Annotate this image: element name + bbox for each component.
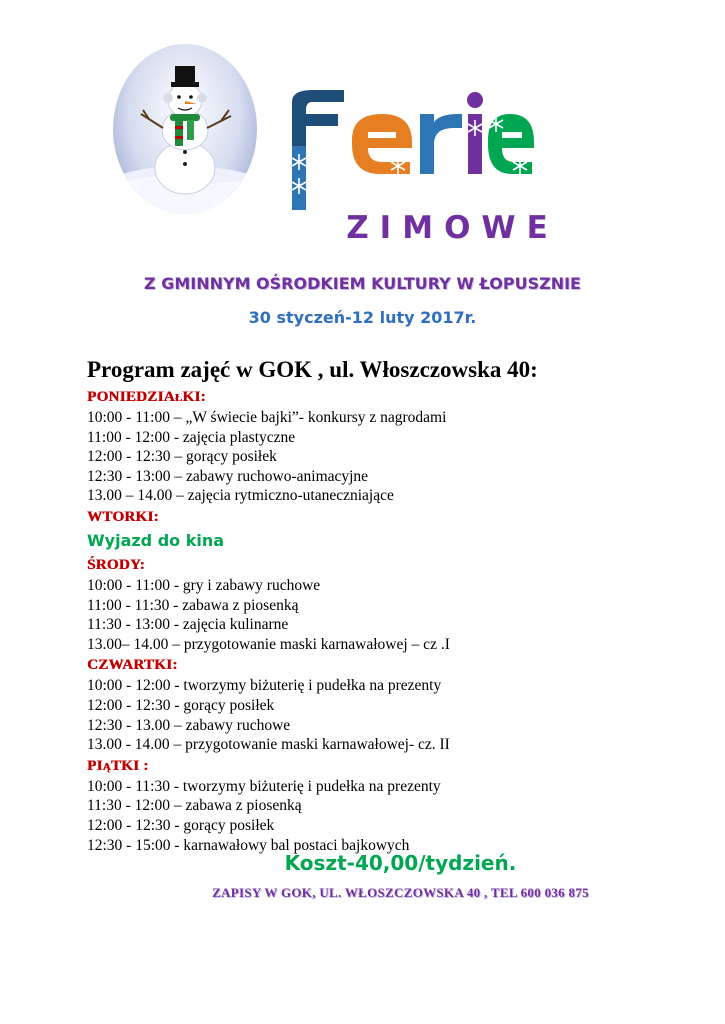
schedule-line: 13.00 - 14.00 – przygotowanie maski karnawałowej- cz. II bbox=[87, 736, 450, 754]
ferie-logo bbox=[282, 82, 537, 214]
schedule-line: 10:00 - 11:30 - tworzymy biżuterię i pudełka na prezenty bbox=[87, 777, 441, 795]
letter-f bbox=[292, 90, 344, 210]
schedule-line: 11:00 - 11:30 - zabawa z piosenką bbox=[87, 596, 299, 614]
schedule-line: 13.00– 14.00 – przygotowanie maski karnawałowej – cz .I bbox=[87, 635, 450, 653]
day-tuesday: WTORKI: bbox=[87, 508, 159, 525]
tuesday-note: Wyjazd do kina bbox=[87, 530, 225, 550]
day-wednesday: ŚRODY: bbox=[87, 556, 145, 573]
program-heading: Program zajęć w GOK , ul. Włoszczowska 40: bbox=[87, 357, 538, 382]
letter-r bbox=[420, 114, 462, 174]
schedule-line: 13.00 – 14.00 – zajęcia rytmiczno-utaneczniające bbox=[87, 487, 394, 505]
schedule-line: 12:00 - 12:30 - gorący posiłek bbox=[87, 696, 275, 714]
schedule-line: 11:30 - 13:00 - zajęcia kulinarne bbox=[87, 616, 289, 634]
snowman-illustration bbox=[113, 44, 257, 214]
schedule-line: 12:30 - 13.00 – zabawy ruchowe bbox=[87, 716, 291, 734]
day-thursday: CZWARTKI: bbox=[87, 657, 178, 674]
schedule-line: 10:00 - 11:00 - gry i zabawy ruchowe bbox=[87, 576, 321, 594]
program-section bbox=[87, 354, 687, 855]
schedule-line: 12:30 - 15:00 - karnawałowy bal postaci bajkowych bbox=[87, 836, 410, 854]
schedule-line: 12:00 - 12:30 - gorący posiłek bbox=[87, 816, 275, 834]
signup-info: ZAPISY W GOK, UL. WŁOSZCZOWSKA 40 , TEL 600 036 875 bbox=[212, 885, 589, 900]
schedule-line: 10:00 - 11:00 – „W świecie bajki”- konkursy z nagrodami bbox=[87, 409, 447, 426]
cost-info: Koszt-40,00/tydzień. bbox=[284, 851, 517, 875]
schedule-line: 11:30 - 12:00 – zabawa z piosenką bbox=[87, 797, 302, 815]
schedule-line: 11:00 - 12:00 - zajęcia plastyczne bbox=[87, 428, 296, 446]
day-monday: PONIEDZIAłKI: bbox=[87, 389, 206, 405]
letter-e2 bbox=[488, 114, 534, 174]
event-dates: 30 styczeń-12 luty 2017r. bbox=[248, 308, 477, 327]
snowman-icon bbox=[113, 44, 257, 214]
schedule-line: 12:30 - 13:00 – zabawy ruchowo-animacyjne bbox=[87, 467, 369, 485]
title-zimowe: ZIMOWE bbox=[346, 210, 559, 246]
day-friday: PIąTKI : bbox=[87, 757, 149, 774]
schedule-line: 10:00 - 12:00 - tworzymy biżuterię i pudełka na prezenty bbox=[87, 677, 442, 695]
subtitle: Z GMINNYM OŚRODKIEM KULTURY W ŁOPUSZNIE bbox=[144, 274, 581, 293]
schedule-line: 12:00 - 12:30 – gorący posiłek bbox=[87, 448, 277, 466]
letter-e1 bbox=[352, 114, 412, 174]
letter-i bbox=[467, 92, 483, 174]
